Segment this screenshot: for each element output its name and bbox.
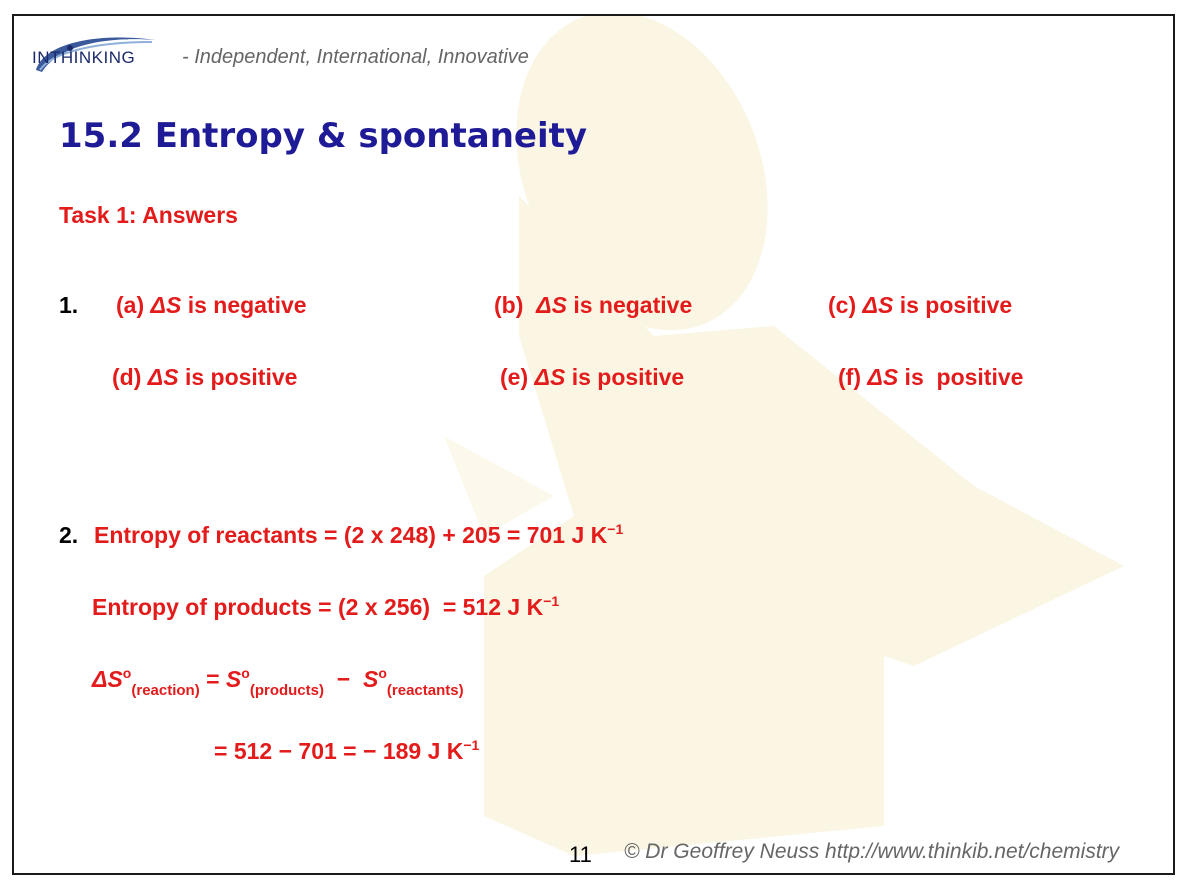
- s-symbol: S: [363, 666, 379, 692]
- answer-label: (a): [116, 292, 145, 318]
- result-text: = 512 − 701 = − 189 J K: [214, 738, 464, 764]
- entropy-change-result: [214, 738, 479, 765]
- unit-exponent: −1: [543, 593, 560, 609]
- reactants-entropy-text: Entropy of reactants = (2 x 248) + 205 = 701 J K: [94, 522, 608, 548]
- answer-f: [838, 364, 1023, 391]
- entropy-change-equation: [92, 665, 464, 699]
- s-symbol: S: [225, 666, 242, 692]
- reactants-subscript: (reactants): [386, 682, 464, 699]
- delta-s-symbol: ΔS: [862, 292, 894, 318]
- products-subscript: (products): [249, 682, 324, 699]
- question-2-number: 2.: [59, 522, 79, 548]
- answer-text: is positive: [565, 364, 685, 390]
- page-number: 11: [569, 842, 592, 867]
- page-title: 15.2 Entropy & spontaneity: [59, 116, 588, 156]
- standard-symbol: o: [241, 665, 250, 681]
- delta-s-symbol: ΔS: [150, 292, 182, 318]
- answer-text: is positive: [893, 292, 1013, 318]
- products-entropy-text: Entropy of products = (2 x 256) = 512 J K: [92, 594, 544, 620]
- answer-label: (e): [500, 364, 529, 390]
- task-heading: Task 1: Answers: [59, 202, 238, 228]
- answer-label: (c): [828, 292, 857, 318]
- delta-s-symbol: ΔS: [867, 364, 899, 390]
- logo-text: INTHINKING: [32, 48, 136, 67]
- minus-sign: −: [324, 666, 363, 692]
- products-entropy-line: [92, 594, 559, 621]
- answer-c: [828, 292, 1012, 319]
- answer-b: [494, 292, 692, 319]
- reactants-entropy-line: [94, 522, 623, 549]
- standard-symbol: o: [378, 665, 387, 681]
- equals-sign: =: [199, 666, 226, 692]
- reaction-subscript: (reaction): [131, 682, 200, 699]
- delta-s-symbol: ΔS: [92, 666, 123, 692]
- delta-s-symbol: ΔS: [147, 364, 179, 390]
- delta-s-symbol: ΔS: [536, 292, 567, 318]
- copyright: © Dr Geoffrey Neuss http://www.thinkib.net/chemistry: [624, 840, 1120, 863]
- tagline: - Independent, International, Innovative: [182, 46, 529, 68]
- answer-e: [500, 364, 684, 391]
- slide: [12, 14, 1175, 875]
- answer-a: [116, 292, 307, 319]
- unit-exponent: −1: [463, 737, 480, 753]
- answer-label: (f): [838, 364, 861, 390]
- answer-label: (b): [494, 292, 530, 318]
- answer-d: [112, 364, 297, 391]
- question-1-number: 1.: [59, 292, 79, 318]
- answer-label: (d): [112, 364, 142, 390]
- answer-text: is negative: [181, 292, 307, 318]
- answer-text: is positive: [898, 364, 1024, 390]
- unit-exponent: −1: [607, 521, 624, 537]
- answer-text: is positive: [178, 364, 298, 390]
- delta-s-symbol: ΔS: [534, 364, 566, 390]
- answer-text: is negative: [566, 292, 693, 318]
- standard-symbol: o: [122, 665, 132, 681]
